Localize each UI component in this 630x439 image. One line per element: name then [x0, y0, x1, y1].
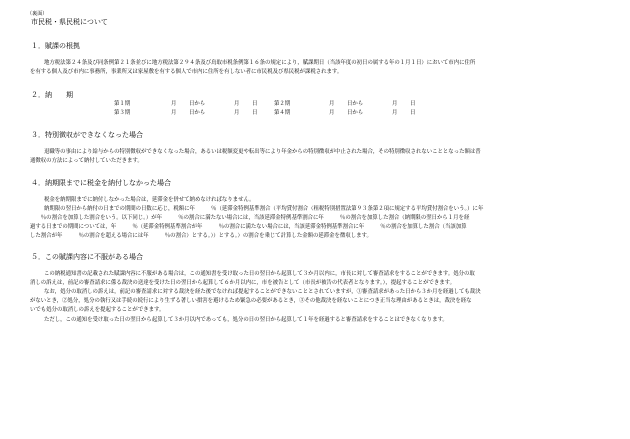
- period-day-from: 日から: [347, 101, 364, 107]
- section-2-heading: ２．納 期: [31, 91, 73, 99]
- section-1-heading: １．賦課の根拠: [31, 42, 80, 50]
- section-5-line3: なお，処分の取消しの訴えは，前記の審査請求に対する裁決を経た後でなければ提起することができないこととされていますが，①審査請求があった日から３か月を経過しても裁決: [44, 289, 481, 295]
- section-1-body-line2: を有する個人及び市内に事務所，事業所又は家屋敷を有する個人で市内に住所を有しない者に市民税及び県民税が課税されます。: [30, 69, 343, 75]
- section-3-body-line1: 退職等の事由により給与からの特別徴収ができなくなった場合，あるいは税額変更や転出等により年金からの特別徴収が中止された場合，その特別徴収されないこととなった額は普: [44, 149, 481, 155]
- section-5-line5: いでも処分の取消しの訴えを提起することができます。: [30, 307, 165, 313]
- side-note: （裏面）: [27, 11, 48, 17]
- section-4-line4: 過する日までの期間については，年 ％（延滞金特例基準割合が年 ％の割合に満たない場合には，当該延滞金特例基準割合に年 ％の割合を加算した割合（当該加算: [30, 224, 467, 230]
- section-4-line1: 税金を納期限までに納付しなかった場合は，延滞金を併せて納めなければなりません。: [44, 197, 255, 203]
- payment-period-row-1: [0, 100, 630, 108]
- period-month-end: 月: [392, 101, 398, 107]
- period-label: 第１期: [114, 101, 131, 107]
- period-label: 第４期: [274, 110, 291, 116]
- period-month: 月: [329, 101, 335, 107]
- period-label: 第２期: [274, 101, 291, 107]
- section-4-line3: ％の割合を加算した割合をいう。以下同じ。）が年 ％の割合に満たない場合には，当該延滞金特例基準割合に年 ％の割合を加算した割合（納期限の翌日から１月を経: [30, 215, 470, 221]
- section-5-line6: ただし，この通知を受け取った日の翌日から起算して３か月以内であっても，処分の日の翌日から起算して１年を経過すると審査請求をすることはできなくなります。: [44, 317, 448, 323]
- period-month: 月: [329, 110, 335, 116]
- section-5-line1: この納税通知書の記載された賦課内容に不服がある場合は，この通知書を受け取った日の翌日から起算して３か月以内に，市長に対して審査請求をすることができます。処分の取: [44, 271, 475, 277]
- period-month-end: 月: [392, 110, 398, 116]
- period-day-end: 日: [252, 110, 258, 116]
- period-day-end: 日: [410, 110, 416, 116]
- section-4-line2: 納期限の翌日から納付の日までの期間の日数に応じ，税額に年 ％（延滞金特例基準割合（平均貸付割合（租税特別措置法第９３条第２項に規定する平均貸付割合をいう。）に年: [44, 206, 484, 212]
- period-month: 月: [171, 101, 177, 107]
- period-day-end: 日: [410, 101, 416, 107]
- section-3-body-line2: 通徴収の方法によって納付していただきます。: [30, 158, 143, 164]
- section-3-heading: ３．特別徴収ができなくなった場合: [31, 131, 143, 139]
- section-1-body-line1: 地方税法第２４条及び同条例第２１条並びに地方税法第２９４条及び鳥取市税条例第１６条の規定により，賦課期日（当該年度の初日の属する年の１月１日）において市内に住所: [44, 60, 476, 66]
- period-month: 月: [171, 110, 177, 116]
- period-day-from: 日から: [347, 110, 364, 116]
- section-5-heading: ５．この賦課内容に不服がある場合: [31, 253, 143, 261]
- period-day-from: 日から: [189, 110, 206, 116]
- payment-period-row-2: [0, 109, 630, 117]
- section-4-line5: した割合が年 ％の割合を超える場合には年 ％の割合）とする。））とする。）の割合を乗じて計算した金額の延滞金を徴収します。: [30, 233, 372, 239]
- period-label: 第３期: [114, 110, 131, 116]
- page-title: 市民税・県民税について: [31, 18, 108, 26]
- period-day-from: 日から: [189, 101, 206, 107]
- period-month-end: 月: [234, 110, 240, 116]
- section-5-line2: 消しの訴えは，前記の審査請求に係る裁決の送達を受けた日の翌日から起算して６か月以内に，市を被告として（市長が被告の代表者となります。），提起することができます。: [30, 280, 455, 286]
- period-day-end: 日: [252, 101, 258, 107]
- section-5-line4: がないとき，②処分，処分の執行又は手続の続行により生ずる著しい損害を避けるため緊急の必要があるとき，③その他裁決を経ないことにつき正当な理由があるときは，裁決を経な: [30, 298, 472, 304]
- period-month-end: 月: [234, 101, 240, 107]
- section-4-heading: ４．納期限までに税金を納付しなかった場合: [31, 179, 171, 187]
